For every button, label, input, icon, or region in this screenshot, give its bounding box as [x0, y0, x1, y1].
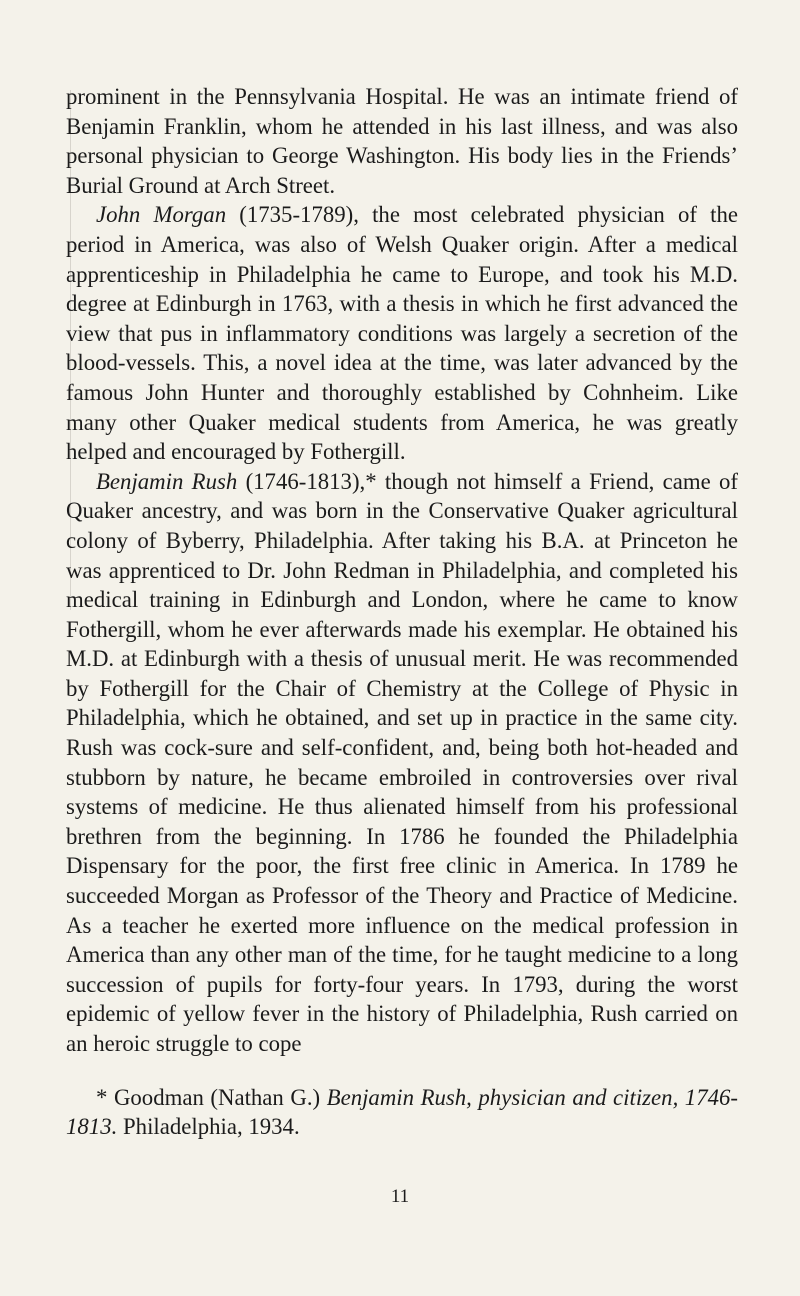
paragraph-benjamin-rush — [66, 467, 738, 1059]
paragraph-continuation — [66, 82, 738, 200]
text-segment: prominent in the Pennsylvania Hospital. He was an intimate friend of Benjamin Franklin, whom he attended in his last illness, and was also personal physician to George Washington. His body lies in the Friends’ Burial Ground at Arch Street. — [66, 84, 738, 198]
footnote-text: * Goodman (Nathan G.) — [96, 1084, 327, 1110]
person-name: Benjamin Rush — [96, 468, 238, 494]
text-segment: (1746-1813),* though not himself a Friend, came of Quaker ancestry, and was born in the Conservative Quaker agricultural colony of Byberry, Philadelphia. After taking his B.A. at Princeton he was apprenticed to Dr. John Redman in Philadelphia, and completed his medical training in Edinburgh and London, where he came to know Fothergill, whom he ever afterwards made his exemplar. He obtained his M.D. at Edinburgh with a thesis of unusual merit. He was recommended by Fothergill for the Chair of Chemistry at the College of Physic in Philadelphia, which he obtained, and set up in practice in the same city. Rush was cock-sure and self-confident, and, being both hot-headed and stubborn by nature, he became embroiled in controversies over rival systems of medicine. He thus alienated himself from his professional brethren from the beginning. In 1786 he founded the Philadelphia Dispensary for the poor, the first free clinic in America. In 1789 he succeeded Morgan as Professor of the Theory and Practice of Medicine. As a teacher he exerted more influence on the medical profession in America than any other man of the time, for he taught medicine to a long succession of pupils for forty-four years. In 1793, during the worst epidemic of yellow fever in the history of Philadelphia, Rush carried on an heroic struggle to cope — [66, 468, 738, 1056]
footnote-text: Philadelphia, 1934. — [117, 1114, 300, 1140]
text-segment: (1735-1789), the most celebrated physician of the period in America, was also of Welsh Quaker origin. After a medical apprenticeship in Philadelphia he came to Europe, and took his M.D. degree at Edinburgh in 1763, with a thesis in which he first advanced the view that pus in inflammatory conditions was largely a secretion of the blood-vessels. This, a novel idea at the time, was later advanced by the famous John Hunter and thoroughly established by Cohnheim. Like many other Quaker medical students from America, he was greatly helped and encouraged by Fothergill. — [66, 202, 738, 465]
person-name: John Morgan — [96, 202, 227, 228]
footnote — [66, 1083, 738, 1142]
paragraph-john-morgan — [66, 200, 738, 466]
page-number: 11 — [390, 1186, 410, 1207]
book-page-text — [66, 82, 738, 1142]
footnote-title: Benjamin Rush, physician and citizen, 1746-1813. — [66, 1084, 738, 1140]
